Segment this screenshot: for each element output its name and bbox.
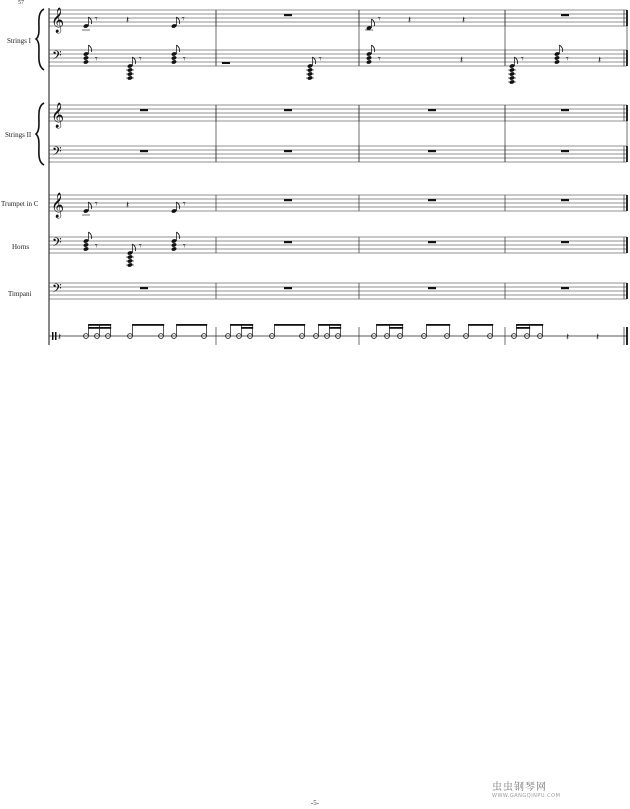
- page-number: -5-: [310, 799, 320, 807]
- note-head: [554, 51, 560, 56]
- note-flag: [177, 45, 180, 52]
- eighth-rest-icon: 𝄾: [183, 241, 186, 252]
- whole-rest-icon: [428, 241, 436, 243]
- note-head: [127, 63, 133, 68]
- bass-clef-icon: 𝄢: [52, 48, 62, 66]
- note-beam: [329, 327, 341, 329]
- note-head: [83, 208, 89, 213]
- note-head: [171, 208, 177, 213]
- watermark-title: 虫虫钢琴网: [492, 782, 547, 793]
- whole-rest-icon: [428, 150, 436, 152]
- whole-rest-icon: [284, 150, 292, 152]
- bass-clef-icon: 𝄢: [52, 144, 62, 162]
- whole-rest-icon: [561, 14, 569, 16]
- quarter-rest-icon: 𝄽: [126, 15, 130, 26]
- eighth-rest-icon: 𝄾: [566, 54, 569, 65]
- eighth-rest-icon: 𝄾: [139, 241, 142, 252]
- eighth-rest-icon: 𝄾: [182, 14, 185, 25]
- quarter-rest-icon: 𝄽: [408, 15, 412, 26]
- whole-rest-icon: [561, 150, 569, 152]
- note-beam: [376, 324, 403, 326]
- whole-rest-icon: [284, 287, 292, 289]
- whole-rest-icon: [284, 199, 292, 201]
- timpani-label: Timpani: [8, 290, 32, 298]
- note-flag: [177, 232, 180, 239]
- note-head: [509, 63, 515, 68]
- note-beam: [132, 324, 164, 326]
- note-flag: [560, 45, 563, 52]
- treble-clef-icon: 𝄞: [51, 103, 65, 128]
- quarter-rest-icon: 𝄽: [566, 332, 570, 343]
- quarter-rest-icon: 𝄽: [598, 55, 602, 66]
- half-rest-icon: [222, 62, 230, 64]
- whole-rest-icon: [561, 287, 569, 289]
- watermark-url: WWW.GANGQINPU.COM: [492, 793, 561, 799]
- eighth-rest-icon: 𝄾: [95, 241, 98, 252]
- note-beam: [230, 324, 253, 326]
- whole-rest-icon: [140, 287, 148, 289]
- note-head: [171, 242, 177, 247]
- strings-one-label: Strings I: [7, 37, 31, 45]
- treble-clef-icon: 𝄞: [51, 8, 65, 33]
- horns-label: Horns: [12, 243, 30, 251]
- whole-rest-icon: [284, 14, 292, 16]
- eighth-rest-icon: 𝄾: [521, 54, 524, 65]
- note-head: [171, 59, 177, 64]
- watermark-logo: [492, 778, 622, 804]
- whole-rest-icon: [428, 287, 436, 289]
- note-beam: [516, 324, 543, 326]
- note-head: [171, 246, 177, 251]
- note-beam: [468, 324, 493, 326]
- note-beam: [88, 327, 111, 329]
- note-beam: [426, 324, 450, 326]
- note-head: [83, 59, 89, 64]
- note-head: [366, 55, 372, 60]
- whole-rest-icon: [284, 241, 292, 243]
- note-head: [83, 51, 89, 56]
- quarter-rest-icon: 𝄽: [462, 15, 466, 26]
- whole-rest-icon: [561, 109, 569, 111]
- bass-clef-icon: 𝄢: [52, 235, 62, 253]
- note-head: [127, 250, 133, 255]
- whole-rest-icon: [140, 150, 148, 152]
- note-beam: [241, 327, 253, 329]
- note-head: [83, 23, 89, 28]
- note-head: [307, 63, 313, 68]
- note-flag: [89, 232, 92, 239]
- note-head: [171, 51, 177, 56]
- quarter-rest-icon: 𝄽: [596, 332, 600, 343]
- percussion-clef-icon: [55, 332, 57, 340]
- eighth-rest-icon: 𝄾: [319, 54, 322, 65]
- note-head: [366, 59, 372, 64]
- note-head: [366, 51, 372, 56]
- note-beam: [389, 327, 403, 329]
- whole-rest-icon: [428, 109, 436, 111]
- note-head: [83, 242, 89, 247]
- percussion-clef-icon: [52, 332, 54, 340]
- whole-rest-icon: [561, 199, 569, 201]
- whole-rest-icon: [284, 109, 292, 111]
- note-beam: [274, 324, 305, 326]
- treble-clef-icon: 𝄞: [51, 193, 65, 218]
- bass-clef-icon: 𝄢: [52, 281, 62, 299]
- measure-number: 57: [18, 0, 24, 6]
- note-beam: [516, 327, 530, 329]
- eighth-rest-icon: 𝄾: [378, 54, 381, 65]
- whole-rest-icon: [561, 241, 569, 243]
- note-beam: [88, 324, 111, 326]
- note-head: [171, 55, 177, 60]
- whole-rest-icon: [428, 199, 436, 201]
- note-head: [171, 238, 177, 243]
- eighth-rest-icon: 𝄾: [95, 14, 98, 25]
- note-head: [83, 246, 89, 251]
- note-head: [554, 55, 560, 60]
- eighth-rest-icon: 𝄾: [183, 199, 186, 210]
- strings-one-brace: [36, 9, 44, 70]
- eighth-rest-icon: 𝄾: [95, 54, 98, 65]
- note-flag: [89, 45, 92, 52]
- note-head: [554, 59, 560, 64]
- quarter-rest-icon: 𝄽: [126, 200, 130, 211]
- quarter-rest-icon: 𝄽: [460, 55, 464, 66]
- strings-two-brace: [36, 103, 44, 165]
- eighth-rest-icon: 𝄾: [378, 14, 381, 25]
- eighth-rest-icon: 𝄾: [95, 199, 98, 210]
- note-flag: [372, 45, 375, 52]
- note-beam: [318, 324, 341, 326]
- note-head: [83, 238, 89, 243]
- note-head: [83, 55, 89, 60]
- strings-two-label: Strings II: [5, 131, 32, 139]
- note-flag: [372, 19, 375, 26]
- note-head: [171, 23, 177, 28]
- eighth-rest-icon: 𝄾: [183, 54, 186, 65]
- trumpet-label: Trumpet in C: [1, 200, 39, 208]
- whole-rest-icon: [140, 109, 148, 111]
- quarter-rest-icon: 𝄽: [58, 332, 62, 343]
- eighth-rest-icon: 𝄾: [139, 54, 142, 65]
- note-beam: [176, 324, 207, 326]
